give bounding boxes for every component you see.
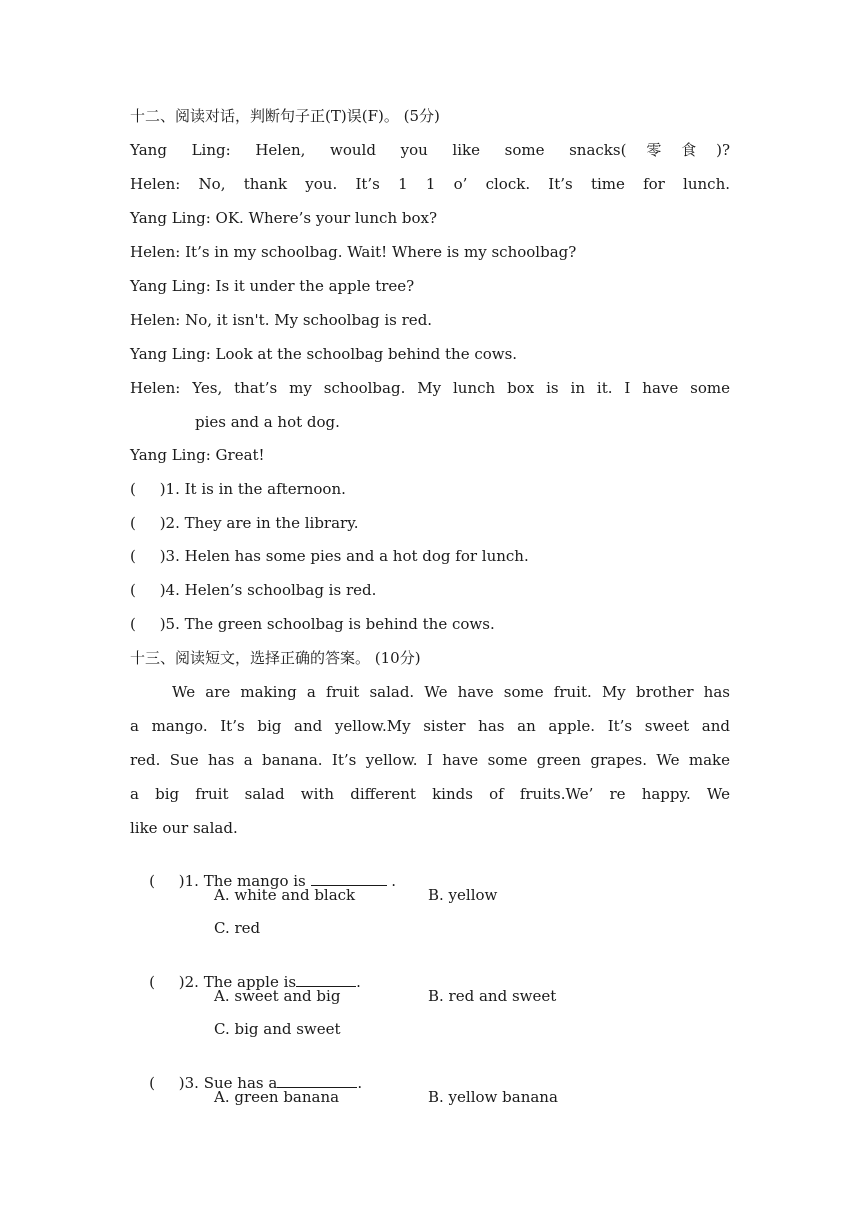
passage-line: red. Sue has a banana. It’s yellow. I have some green grapes. We make bbox=[130, 751, 730, 769]
option-c: C. big and sweet bbox=[214, 1020, 341, 1038]
dialogue-line: Yang Ling: Helen, would you like some snacks(零食)? bbox=[130, 141, 730, 159]
answer-paren: ( ) bbox=[149, 872, 185, 890]
passage-line: a mango. It’s big and yellow.My sister has an apple. It’s sweet and bbox=[130, 717, 730, 735]
dialogue-line: Helen: No, it isn't. My schoolbag is red. bbox=[130, 311, 433, 329]
dialogue-line: Yang Ling: Is it under the apple tree? bbox=[130, 277, 415, 295]
tf-question: ( )4. Helen’s schoolbag is red. bbox=[130, 581, 377, 599]
tf-question: ( )2. They are in the library. bbox=[130, 514, 359, 532]
question-end: . bbox=[386, 872, 397, 890]
passage-line: We are making a fruit salad. We have some fruit. My brother has bbox=[172, 683, 730, 701]
dialogue-line: Helen: No, thank you. It’s 1 1 o’ clock. It’s time for lunch. bbox=[130, 175, 730, 193]
option-b: B. yellow banana bbox=[428, 1088, 558, 1106]
passage-line: a big fruit salad with different kinds of fruits.We’ re happy. We bbox=[130, 785, 730, 803]
section12-heading: 十二、阅读对话，判断句子正(T)误(F)。 (5分) bbox=[130, 107, 440, 125]
tf-question: ( )3. Helen has some pies and a hot dog for lunch. bbox=[130, 547, 529, 565]
question-end: . bbox=[356, 973, 361, 991]
tf-question: ( )1. It is in the afternoon. bbox=[130, 480, 346, 498]
dialogue-line: pies and a hot dog. bbox=[195, 413, 340, 431]
dialogue-line: Helen: It’s in my schoolbag. Wait! Where is my schoolbag? bbox=[130, 243, 577, 261]
question-stem: 1. The mango is bbox=[184, 872, 311, 890]
answer-paren: ( ) bbox=[149, 1074, 185, 1092]
question-end: . bbox=[357, 1074, 363, 1092]
option-b: B. yellow bbox=[428, 886, 498, 904]
option-a: A. sweet and big bbox=[214, 987, 341, 1005]
question-stem: 2. The apple is bbox=[184, 973, 297, 991]
answer-paren: ( ) bbox=[149, 973, 185, 991]
option-b: B. red and sweet bbox=[428, 987, 557, 1005]
passage-line: like our salad. bbox=[130, 819, 238, 837]
section13-heading: 十三、阅读短文，选择正确的答案。 (10分) bbox=[130, 649, 421, 667]
dialogue-line: Yang Ling: OK. Where’s your lunch box? bbox=[130, 209, 438, 227]
tf-question: ( )5. The green schoolbag is behind the cows. bbox=[130, 615, 495, 633]
option-a: A. white and black bbox=[214, 886, 356, 904]
option-a: A. green banana bbox=[214, 1088, 340, 1106]
dialogue-line: Yang Ling: Great! bbox=[130, 446, 265, 464]
answer-blank[interactable] bbox=[296, 972, 356, 987]
dialogue-line: Helen: Yes, that’s my schoolbag. My lunch box is in it. I have some bbox=[130, 379, 730, 397]
answer-blank[interactable] bbox=[311, 871, 387, 886]
question-stem: 3. Sue has a bbox=[184, 1074, 278, 1092]
option-c: C. red bbox=[214, 919, 261, 937]
dialogue-line: Yang Ling: Look at the schoolbag behind the cows. bbox=[130, 345, 518, 363]
answer-blank[interactable] bbox=[277, 1073, 357, 1088]
